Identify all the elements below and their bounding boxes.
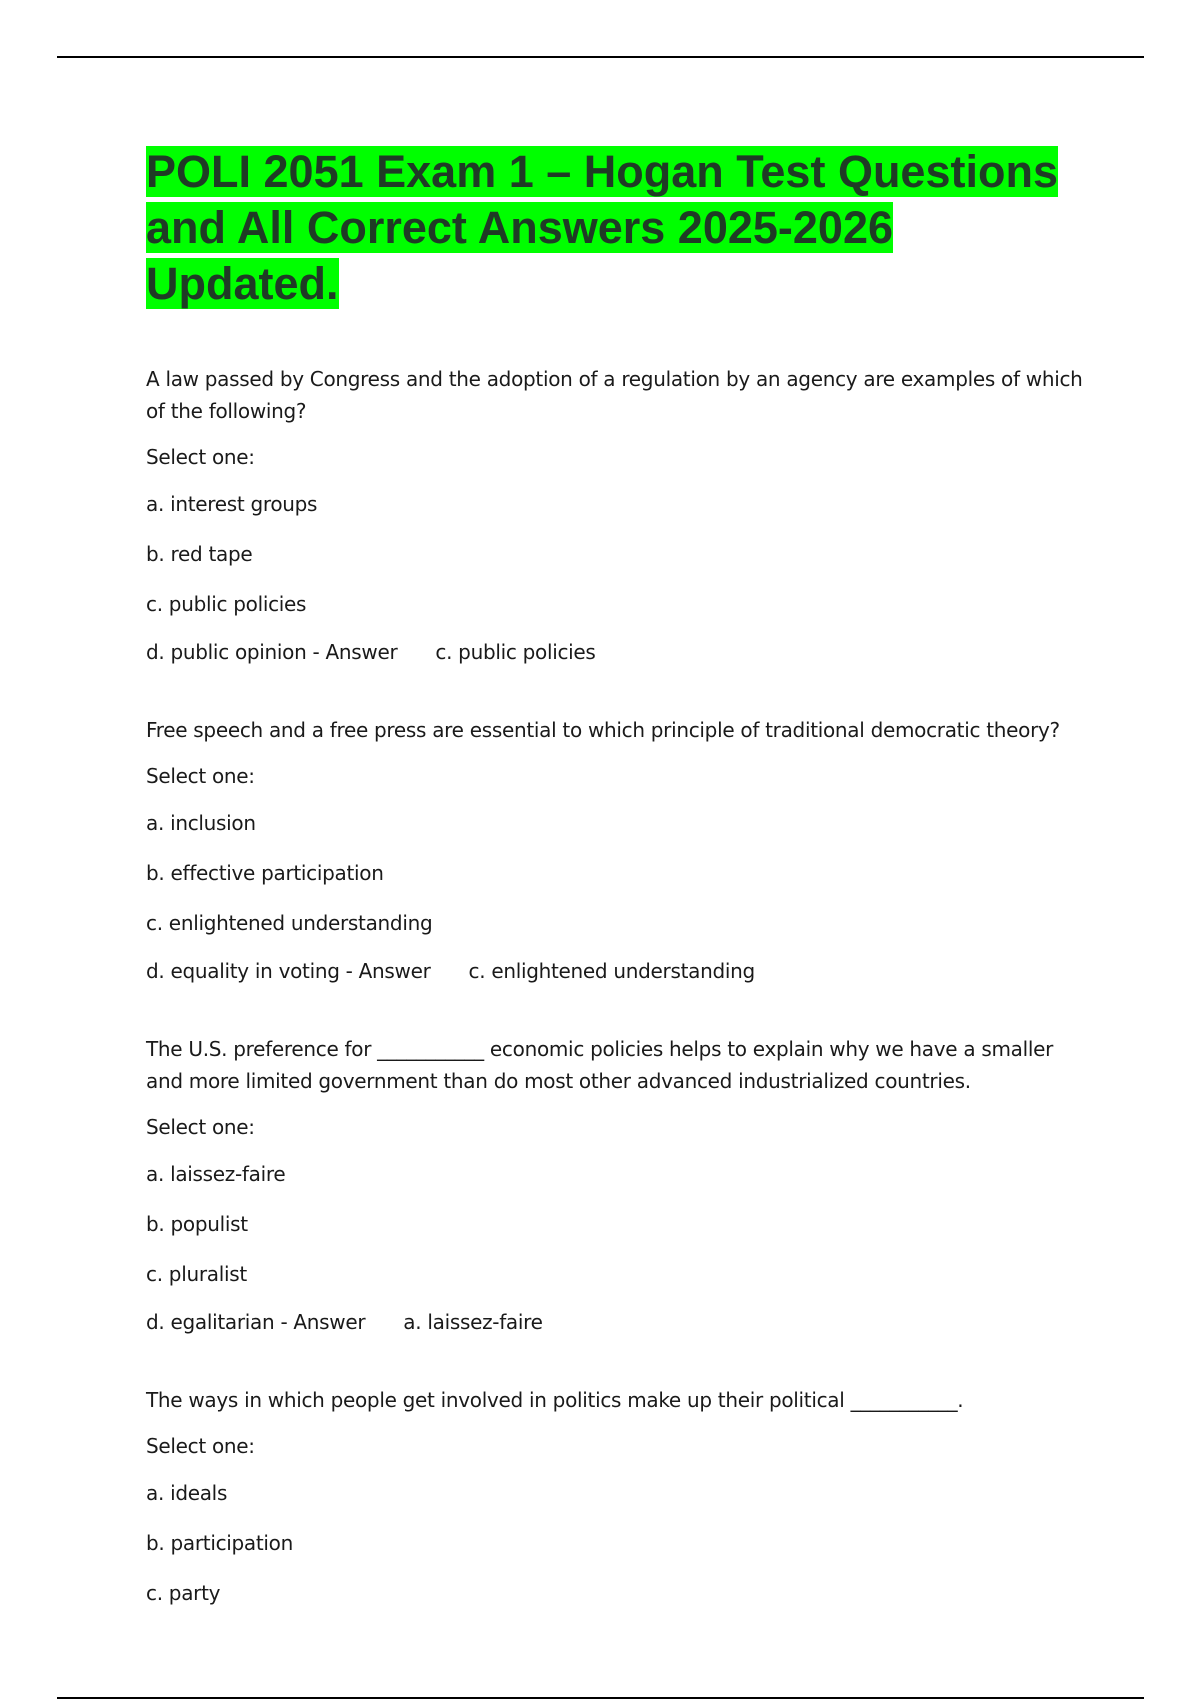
select-one-label: Select one:: [146, 1115, 255, 1139]
option-a: a. laissez-faire: [146, 1162, 286, 1186]
option-d: d. equality in voting - Answer: [146, 959, 431, 983]
select-one-label: Select one:: [146, 445, 255, 469]
option-c: c. public policies: [146, 592, 307, 616]
option-d: d. egalitarian - Answer: [146, 1310, 366, 1334]
option-d-with-answer: [146, 640, 1086, 664]
document-body: [146, 144, 1086, 1605]
option-b: b. populist: [146, 1212, 248, 1236]
question-block: [146, 1033, 1086, 1334]
header-rule: [57, 56, 1144, 58]
question-text: Free speech and a free press are essential to which principle of traditional democratic theory?: [146, 718, 1060, 742]
title-highlight: POLI 2051 Exam 1 – Hogan Test Questions and All Correct Answers 2025-2026 Updated.: [146, 146, 1058, 309]
option-d-with-answer: [146, 1310, 1086, 1334]
option-c: c. enlightened understanding: [146, 911, 433, 935]
correct-answer: c. enlightened understanding: [468, 959, 755, 983]
option-d-with-answer: [146, 959, 1086, 983]
question-block: [146, 714, 1086, 983]
option-d: d. public opinion - Answer: [146, 640, 398, 664]
footer-rule: [57, 1697, 1144, 1699]
option-b: b. participation: [146, 1531, 293, 1555]
question-block: [146, 1384, 1086, 1605]
option-a: a. inclusion: [146, 811, 256, 835]
correct-answer: a. laissez-faire: [403, 1310, 543, 1334]
select-one-label: Select one:: [146, 764, 255, 788]
document-title: [146, 144, 1086, 312]
question-text: The U.S. preference for ___________ economic policies helps to explain why we have a smaller and more limited government than do most other advanced industrialized countries.: [146, 1037, 1054, 1093]
select-one-label: Select one:: [146, 1434, 255, 1458]
option-b: b. effective participation: [146, 861, 384, 885]
question-text: The ways in which people get involved in politics make up their political ___________.: [146, 1388, 964, 1412]
option-a: a. ideals: [146, 1481, 228, 1505]
option-c: c. pluralist: [146, 1262, 247, 1286]
question-text: A law passed by Congress and the adoption of a regulation by an agency are examples of which of the following?: [146, 367, 1083, 423]
option-c: c. party: [146, 1581, 221, 1605]
correct-answer: c. public policies: [435, 640, 596, 664]
question-block: [146, 363, 1086, 664]
option-b: b. red tape: [146, 542, 253, 566]
option-a: a. interest groups: [146, 492, 318, 516]
